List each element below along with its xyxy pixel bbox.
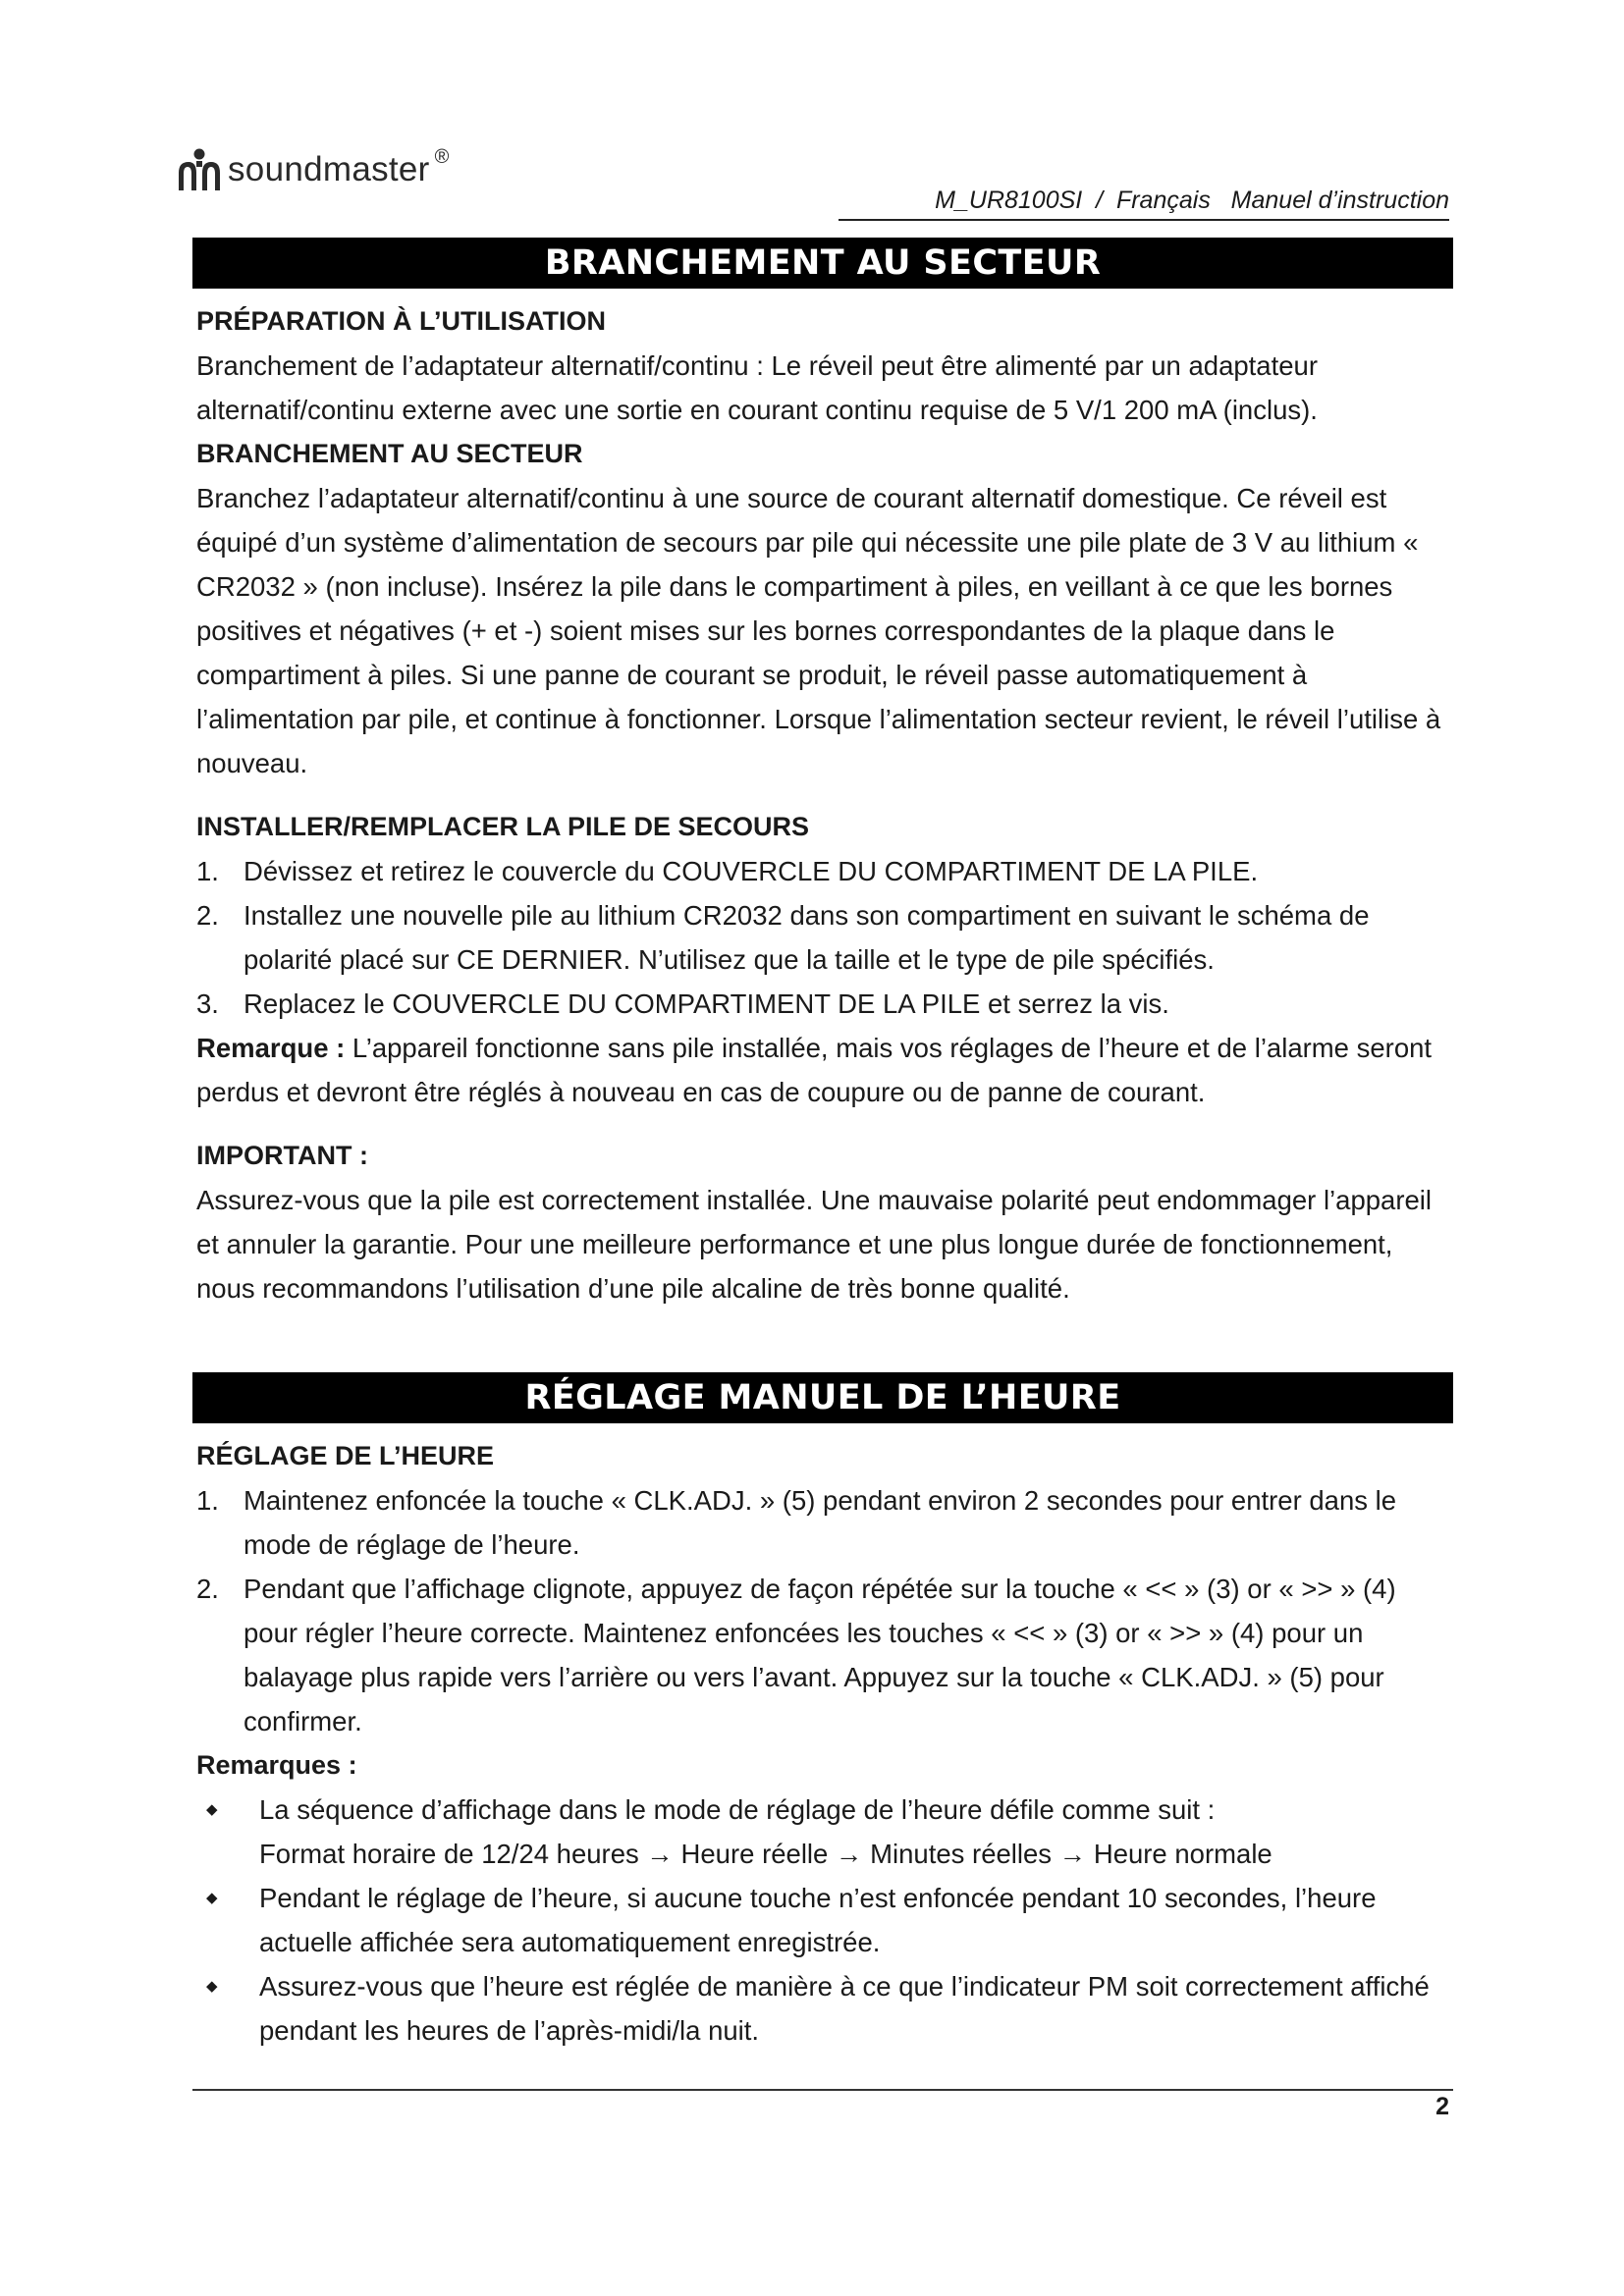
diamond-bullet-icon: ◆ — [206, 1801, 218, 1818]
soundmaster-logo-icon — [175, 147, 224, 192]
footer-divider — [192, 2089, 1453, 2091]
document-reference: M_UR8100SI / Français Manuel d’instruction — [839, 187, 1449, 221]
list-item: 2. Installez une nouvelle pile au lithium CR2032 dans son compartiment en suivant le schéma de polarité placé sur CE DERNIER. N’utilisez que la taille et le type de pile spécifiés. — [196, 900, 1370, 975]
battery-note — [196, 1026, 1453, 1114]
page-number: 2 — [1435, 2093, 1449, 2120]
preparation-heading: PRÉPARATION À L’UTILISATION — [196, 306, 606, 336]
diamond-bullet-icon: ◆ — [206, 1978, 218, 1995]
battery-heading: INSTALLER/REMPLACER LA PILE DE SECOURS — [196, 812, 810, 841]
brand-logo — [175, 145, 449, 194]
list-item: 1. Maintenez enfoncée la touche « CLK.ADJ. » (5) pendant environ 2 secondes pour entrer dans le mode de réglage de l’heure. — [196, 1485, 1397, 1560]
list-item: ◆ Pendant le réglage de l’heure, si aucune touche n’est enfoncée pendant 10 secondes, l’heure actuelle affichée sera automatiquement enregistrée. — [196, 1876, 1453, 1964]
important-heading: IMPORTANT : — [196, 1141, 368, 1170]
time-setting-heading: RÉGLAGE DE L’HEURE — [196, 1441, 495, 1470]
important-text: Assurez-vous que la pile est correctement installée. Une mauvaise polarité peut endommager l’appareil et annuler la garantie. Pour une meilleure performance et une plus longue durée de fonctionnement, nous recommandons l’utilisation d’une pile alcaline de très bonne qualité. — [196, 1185, 1433, 1304]
list-item: 2. Pendant que l’affichage clignote, appuyez de façon répétée sur la touche « << » (3) or « >> » (4) pour régler l’heure correcte. Maintenez enfoncées les touches « << » (3) or « >> » (4) pour un balayage plus rapide vers l’arrière ou vers l’avant. Appuyez sur la touche « CLK.ADJ. » (5) pour confirmer. — [196, 1574, 1396, 1736]
list-item: 1. Dévissez et retirez le couvercle du COUVERCLE DU COMPARTIMENT DE LA PILE. — [196, 856, 1259, 886]
list-item: ◆ La séquence d’affichage dans le mode de réglage de l’heure défile comme suit : Format horaire de 12/24 heures → Heure réelle → Minutes réelles → Heure normale — [196, 1788, 1453, 1876]
section-time-content — [196, 1434, 1453, 2053]
preparation-text: Branchement de l’adaptateur alternatif/continu : Le réveil peut être alimenté par un adaptateur alternatif/continu externe avec une sortie en courant continu requise de 5 V/1 200 mA (inclus). — [196, 350, 1318, 425]
list-item: ◆ Assurez-vous que l’heure est réglée de manière à ce que l’indicateur PM soit correctement affiché pendant les heures de l’après-midi/la nuit. — [196, 1964, 1453, 2053]
registered-mark: ® — [434, 145, 450, 168]
time-steps-list — [196, 1478, 1453, 1743]
mains-heading: BRANCHEMENT AU SECTEUR — [196, 439, 583, 468]
remarks-heading: Remarques : — [196, 1750, 357, 1780]
section-banner-mains: BRANCHEMENT AU SECTEUR — [192, 238, 1453, 289]
note-label: Remarque : — [196, 1033, 346, 1063]
note-text: L’appareil fonctionne sans pile installée, mais vos réglages de l’heure et de l’alarme seront perdus et devront être réglés à nouveau en cas de coupure ou de panne de courant. — [196, 1033, 1433, 1107]
mains-text: Branchez l’adaptateur alternatif/continu à une source de courant alternatif domestique. Ce réveil est équipé d’un système d’alimentation de secours par pile qui nécessite une pile plate de 3 V au lithium « CR2032 » (non incluse). Insérez la pile dans le compartiment à piles, en veillant à ce que les bornes positives et négatives (+ et -) soient mises sur les bornes correspondantes de la plaque dans le compartiment à piles. Si une panne de courant se produit, le réveil passe automatiquement à l’alimentation par pile, et continue à fonctionner. Lorsque l’alimentation secteur revient, le réveil l’utilise à nouveau. — [196, 483, 1441, 778]
battery-steps-list — [196, 849, 1453, 1026]
list-item: 3. Replacez le COUVERCLE DU COMPARTIMENT DE LA PILE et serrez la vis. — [196, 988, 1169, 1019]
section-mains-content — [196, 299, 1453, 1310]
section-banner-time: RÉGLAGE MANUEL DE L’HEURE — [192, 1372, 1453, 1423]
brand-name: soundmaster — [228, 150, 430, 188]
remarks-list — [196, 1788, 1453, 2053]
diamond-bullet-icon: ◆ — [206, 1890, 218, 1906]
